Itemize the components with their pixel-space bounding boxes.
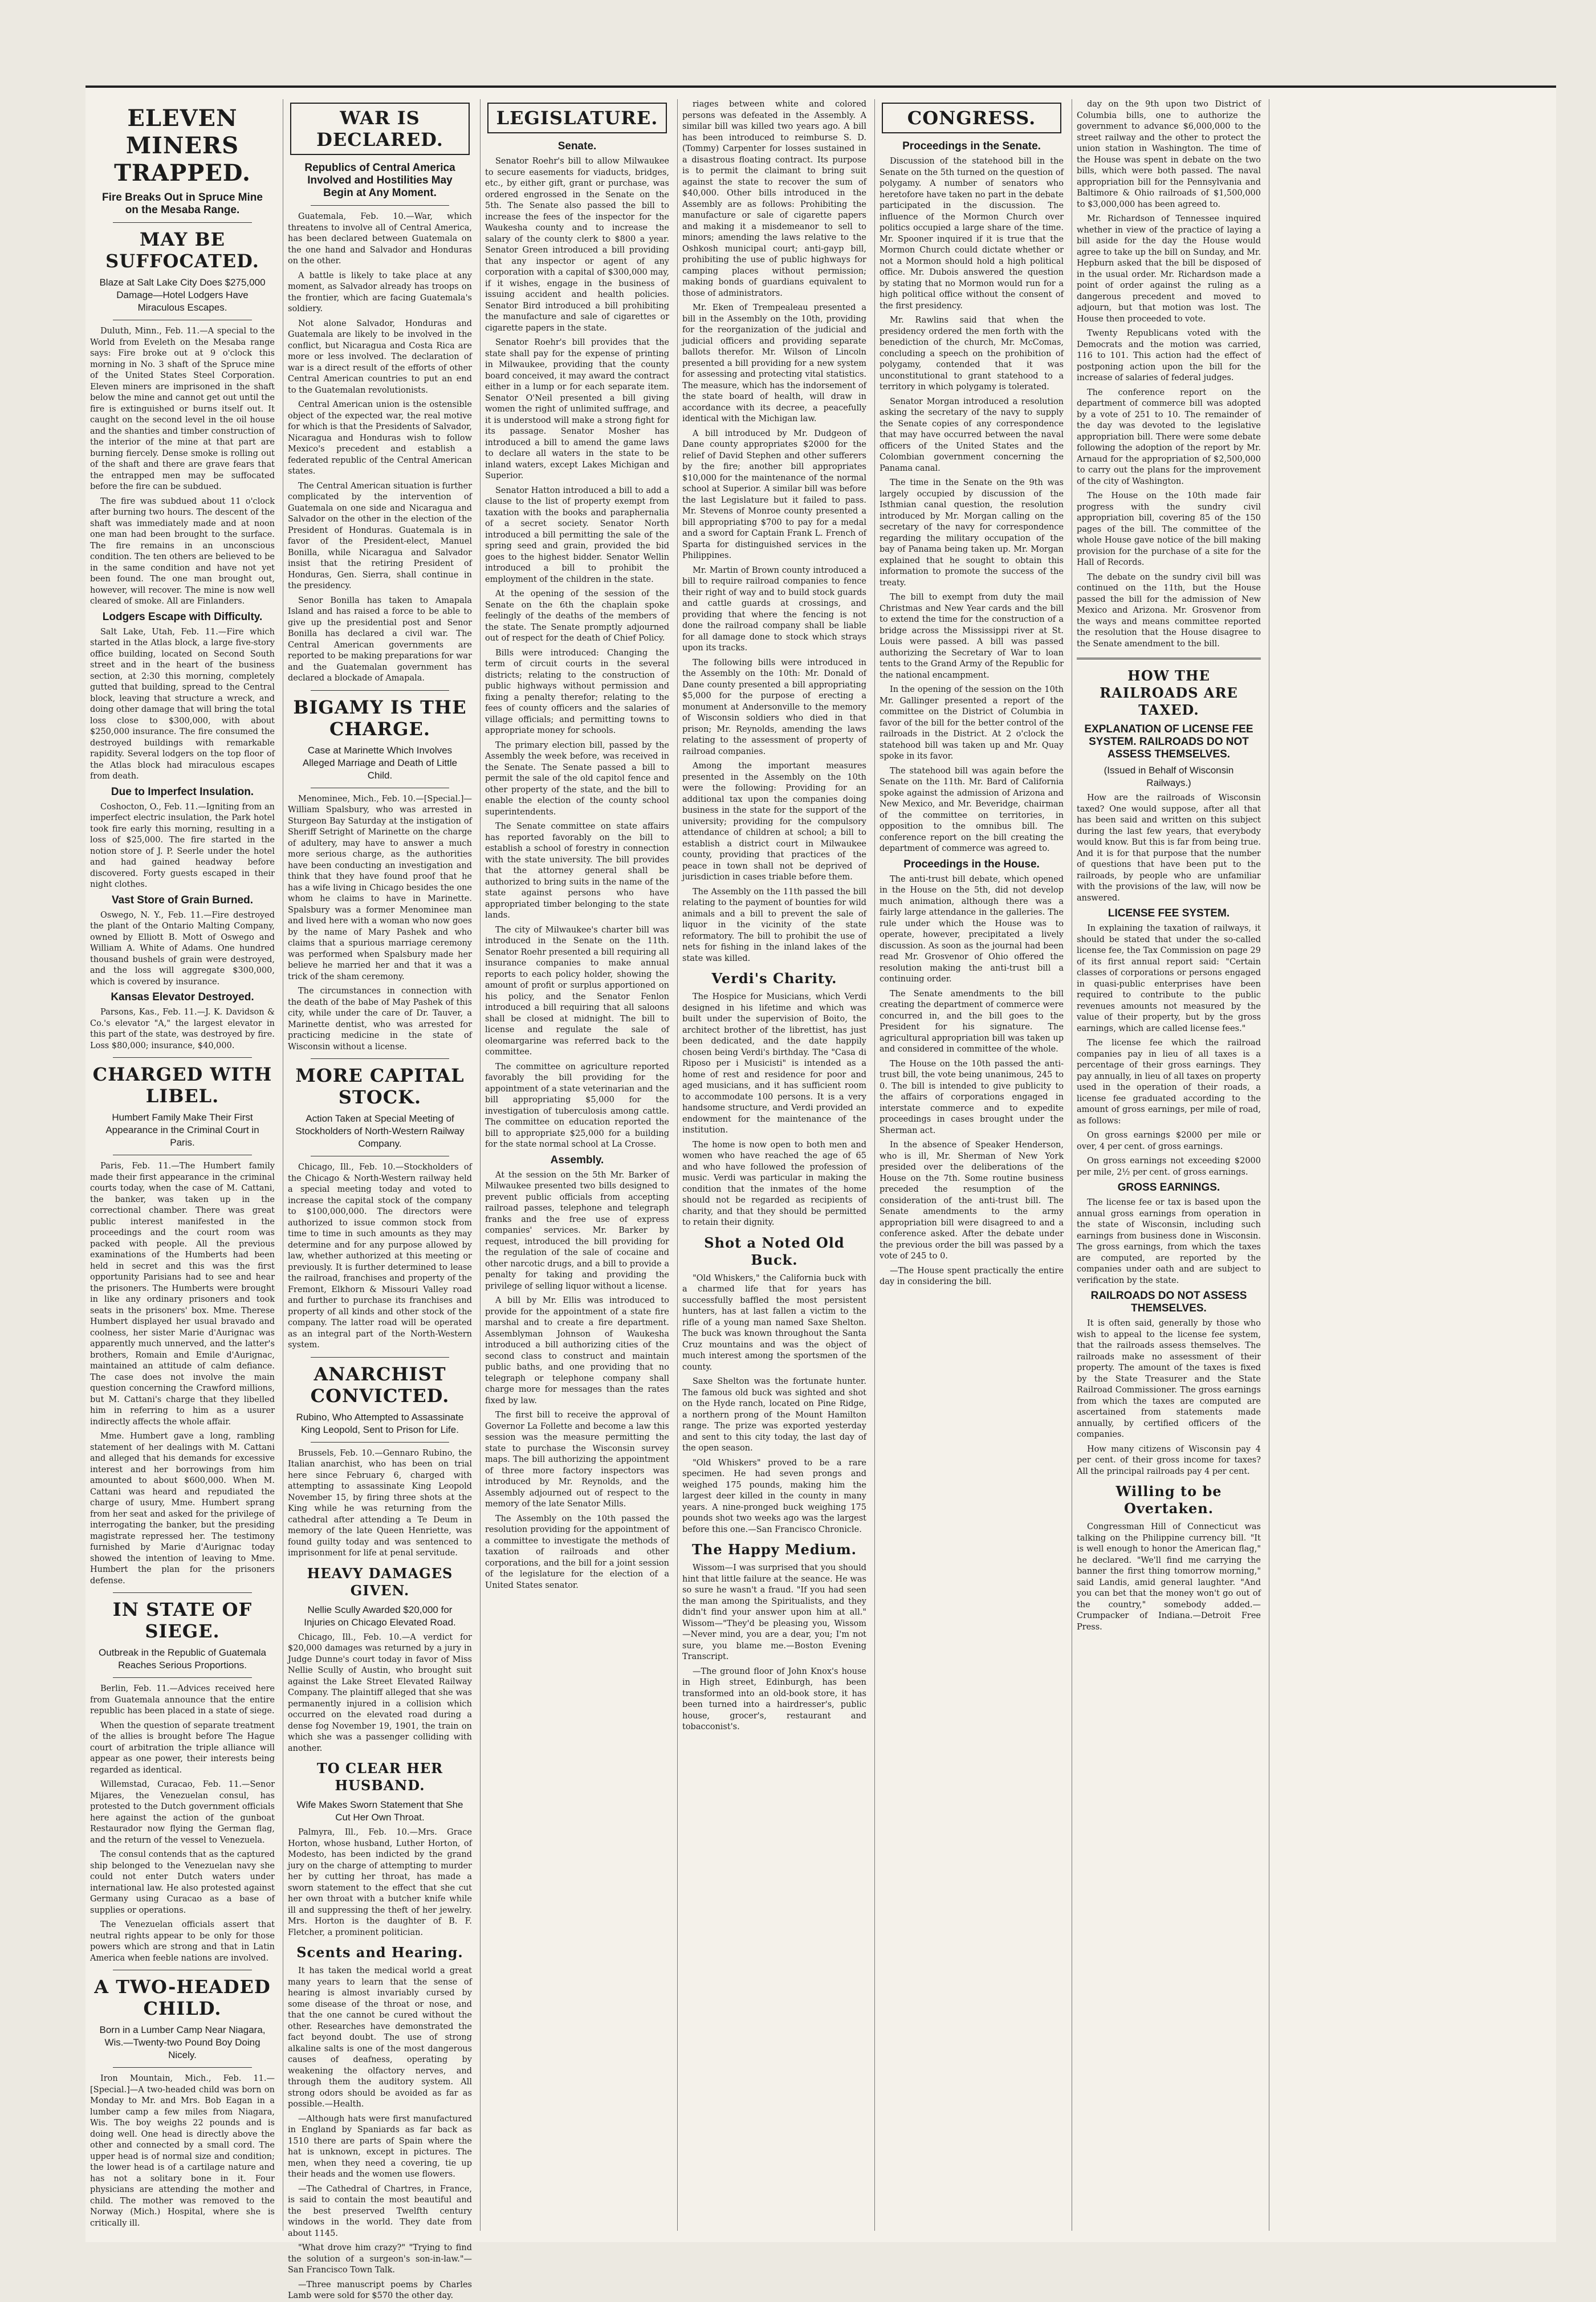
article-paragraph: The House on the 10th made fair progress with the sundry civil appropriation bill, covering 85 of the 150 pages of the bill. The committee of the whole House gave notice of the bill making provision for the purchase of a site for the Hall of Records. (1077, 491, 1261, 567)
subheadline: Assembly. (550, 1154, 604, 1166)
article-paragraph: The following bills were introduced in the Assembly on the 10th: Mr. Donald of Dane county presented a bill appropriating $5,000 for the purpose of erecting a monument at Andersonville to the memory of Wisconsin soldiers who died in that prison; Mr. Reynolds, amending the laws relating to the assessment of property of railroad companies. (682, 658, 866, 756)
article-paragraph: Mr. Rawlins said that when the presidency ordered the men forth with the benediction of the church, Mr. McComas, concluding a speech on the prohibition of polygamy, contended that it was unconstitutional to grant statehood to a territory in which polygamy is tolerated. (880, 316, 1064, 392)
headline: LEGISLATURE. (487, 103, 667, 133)
subheadline: Proceedings in the House. (903, 858, 1040, 870)
subheadline: Vast Store of Grain Burned. (111, 894, 254, 906)
article-paragraph: The city of Milwaukee's charter bill was introduced in the Senate on the 11th. Senator Roehr presented a bill requiring all insurance companies to make annual reports to each policy holder, showing the amount of profit or surplus apportioned on his policy, and the Senator Fenlon introduced a bill requiring that all saloons shall be closed at midnight. The bill to license and regulate the sale of oleomargarine was referred back to the committee. (485, 925, 669, 1057)
article-paragraph: Not alone Salvador, Honduras and Guatemala are likely to be involved in the conflict, but Nicaragua and Costa Rica are more or less involved. The declaration of war is a direct result of the efforts of other Central American countries to put an end to the Guatemalan revolutionists. (288, 319, 472, 395)
article-paragraph: riages between white and colored persons was defeated in the Assembly. A similar bill was killed two years ago. A bill has been introduced to reimburse S. D. (Tommy) Carpenter for losses sustained in a disastrous floating contract. Its purpose is to permit the claimant to bring suit against the state to recover the sum of $40,000. Other bills introduced in the Assembly are as follows: Prohibiting the manufacture or sale of cigarette papers and making it a misdemeanor to sell to minors; amending the laws relative to the Oshkosh municipal court; anti-gayp bill, prohibiting the use of public highways for camping places without permission; making bonds of guardians equivalent to those of administrators. (682, 100, 866, 298)
article-paragraph: Parsons, Kas., Feb. 11.—J. K. Davidson & Co.'s elevator "A," the largest elevator in this part of the state, was destroyed by fire. Loss $80,000; insurance, $40,000. (90, 1008, 275, 1050)
subheadline: EXPLANATION OF LICENSE FEE SYSTEM. RAILROADS DO NOT ASSESS THEMSELVES. (1084, 723, 1253, 760)
subheadline: Due to Imperfect Insulation. (111, 785, 254, 798)
subheadline: Outbreak in the Republic of Guatemala Reaches Serious Proportions. (99, 1647, 266, 1671)
article-paragraph: —Although hats were first manufactured in England by Spaniards as far back as 1510 there are parts of Spain where the hat is unknown, except in pictures. The men, when they need a covering, tie up their heads and the women use flowers. (288, 2114, 472, 2179)
article-paragraph: Mr. Eken of Trempealeau presented a bill in the Assembly on the 10th, providing for the reorganization of the judicial and judicial officers and providing separate ballots therefor. Mr. Wilson of Lincoln presented a bill providing for a new system for assessing and protecting vital statistics. The measure, which has the indorsement of the state board of health, will draw in accordance with its decree, a peacefully identical with the Michigan law. (682, 303, 866, 423)
article-paragraph: The time in the Senate on the 9th was largely occupied by discussion of the Isthmian canal question, the resolution introduced by Mr. Morgan calling on the secretary of the navy for correspondence regarding the military occupation of the bay of Panama being taken up. Mr. Morgan explained that he sought to obtain this information to promote the success of the treaty. (880, 478, 1064, 588)
article-paragraph: Paris, Feb. 11.—The Humbert family made their first appearance in the criminal courts today, when the case of M. Cattani, the banker, was taken up in the correctional chamber. There was great public interest manifested in the proceedings and the court room was packed with people. All the previous examinations of the Humberts had been held in secret and this was the first opportunity Parisians had to see and hear the prisoners. The Humberts were brought in like any ordinary prisoners and took seats in the prisoners' box. Mme. Therese Humbert displayed her usual bravado and coolness, her sister Marie d'Aurignac was apparently much unnerved, and the latter's brothers, Romain and Emile d'Aurignac, maintained an attitude of calm defiance. The case does not involve the main question concerning the Crawford millions, but M. Cattani's charge that they libelled him in referring to him as a usurer indirectly affects the whole affair. (90, 1162, 275, 1427)
headline: MAY BE SUFFOCATED. (105, 229, 259, 272)
article-paragraph: —The ground floor of John Knox's house in High street, Edinburgh, has been transformed into an old-book store, it has been turned into a hairdresser's, public house, grocer's, restaurant and tobacconist's. (682, 1667, 866, 1731)
article-paragraph: Guatemala, Feb. 10.—War, which threatens to involve all of Central America, has been declared between Guatemala on the one hand and Salvador and Honduras on the other. (288, 212, 472, 266)
article-paragraph: The committee on agriculture reported favorably the bill providing for the appointment of a state veterinarian and the bill appropriating $5,000 for the investigation of tuberculosis among cattle. The committee on education reported the bill to appropriate $25,000 for a building for the state normal school at La Crosse. (485, 1062, 669, 1149)
headline: CONGRESS. (882, 103, 1061, 133)
column-1 (85, 99, 279, 2231)
article-paragraph: "Old Whiskers" proved to be a rare specimen. He had seven prongs and weighed 175 pounds, making him the largest deer killed in the county in many years. A nine-pronged buck weighing 175 pounds shot two weeks ago was the largest before this one.—San Francisco Chronicle. (682, 1458, 866, 1534)
article-paragraph: Mr. Richardson of Tennessee inquired whether in view of the practice of laying a bill aside for the day the House would agree to take up the bill on Sunday, and Mr. Hepburn asked that the bill be disposed of in the usual order. Mr. Richardson made a point of order against the ruling as a dangerous precedent and moved to adjourn, but that motion was lost. The House then proceeded to vote. (1077, 214, 1261, 324)
headline: MORE CAPITAL STOCK. (295, 1065, 465, 1108)
article-paragraph: Willemstad, Curacao, Feb. 11.—Senor Mijares, the Venezuelan consul, has protested to the Dutch government officials here against the action of the gunboat Restaurador now flying the German flag, and the return of the vessel to Venezuela. (90, 1780, 275, 1845)
article-paragraph: It has taken the medical world a great many years to learn that the sense of hearing is almost invariably cursed by some disease of the throat or nose, and that the one cannot be cured without the other. Researches have demonstrated the fact beyond doubt. The use of strong alkaline salts is one of the most dangerous causes of deafness, operating by weakening the olfactory nerves, and through them the auditory system. All strong odors should be avoided as far as possible.—Health. (288, 1966, 472, 2109)
article-paragraph: Congressman Hill of Connecticut was talking on the Philippine currency bill. "It is well enough to honor the American flag," he declared. "We'll find me carrying the banner the first thing tomorrow morning," said Landis, amid general laughter. "And you can bet that the money won't go out of the country," somebody added.—Crumpacker of Indiana.—Detroit Free Press. (1077, 1522, 1261, 1632)
divider-rule (311, 205, 449, 206)
article-paragraph: The circumstances in connection with the death of the babe of May Pashek of this city, while under the care of Dr. Tauver, a Marinette dentist, who was arrested for practicing medicine in the state of Wisconsin without a license. (288, 987, 472, 1052)
article-paragraph: The Assembly on the 11th passed the bill relating to the payment of bounties for wild animals and a bill to prevent the sale of liquor in the vicinity of the state reformatory. The bill to prohibit the use of nets for fishing in the inland lakes of the state was killed. (682, 887, 866, 963)
subheadline: Kansas Elevator Destroyed. (111, 991, 254, 1003)
article-paragraph: In explaining the taxation of railways, it should be stated that under the so-called license fee, the Tax Commission on page 29 of its first annual report said: "Certain classes of corporations or persons engaged in quasi-public enterprises have been required to contribute to the public revenues amounts not measured by the value of their property, but by the gross earnings, which are called license fees." (1077, 924, 1261, 1033)
article-paragraph: —The Cathedral of Chartres, in France, is said to contain the most beautiful and the best preserved Twelfth century windows in the world. They date from about 1145. (288, 2184, 472, 2238)
article-paragraph: The Assembly on the 10th passed the resolution providing for the appointment of a committee to investigate the methods of taxation of railroads and other corporations, and the bill for a joint session of the legislature for the election of a United States senator. (485, 1514, 669, 1590)
article-paragraph: A bill introduced by Mr. Dudgeon of Dane county appropriates $2000 for the relief of David Stephen and other sufferers by the fire; another bill appropriates $10,000 for the maintenance of the normal school at Superior. A similar bill was before the last Legislature but it failed to pass. Mr. Stevens of Monroe county presented a bill appropriating $700 to pay for a medal and a sword for Captain Frank L. French of Sparta for distinguished services in the Philippines. (682, 429, 866, 560)
article-paragraph: Senator Roehr's bill provides that the state shall pay for the expense of printing in Milwaukee, providing that the county board conceived, it may award the contract either in a lump or for each separate item. Senator O'Neil presented a bill giving women the right of unlimited suffrage, and it is understood will make a strong fight for its passage. Senator Mosher has introduced a bill to amend the game laws to declare all waters in the state to be inland waters, except Lakes Michigan and Superior. (485, 338, 669, 480)
article-paragraph: Salt Lake, Utah, Feb. 11.—Fire which started in the Atlas block, a large five-story office building, located on Second South street and in the heart of the business section, at 2:30 this morning, completely gutted that building, spread to the Central block, leaving that structure a wreck, and doing other damage that will bring the total loss close to $300,000, with about $250,000 insurance. The fire consumed the destroyed buildings with remarkable rapidity. Several lodgers on the top floor of the Atlas block had miraculous escapes from death. (90, 627, 275, 781)
article-paragraph: A bill by Mr. Ellis was introduced to provide for the appointment of a state fire marshal and to create a fire department. Assemblyman Johnson of Waukesha introduced a bill authorizing cities of the second class to construct and maintain public baths, and one providing that no telegraph or telephone company shall charge more for messages than the rates fixed by law. (485, 1296, 669, 1405)
article-paragraph: Senator Hatton introduced a bill to add a clause to the list of property exempt from taxation with the books and paraphernalia of a secret society. Senator North introduced a bill permitting the sale of the spring seed and grain, provided the bid goes to the highest bidder. Senator Wellin introduced a bill to prohibit the employment of the children in the state. (485, 486, 669, 584)
article-paragraph: Iron Mountain, Mich., Feb. 11.—[Special.]—A two-headed child was born on Monday to Mr. and Mrs. Bob Eagan in a lumber camp a few miles from Niagara, Wis. The boy weighs 22 pounds and is doing well. One head is directly above the other and connected by a small cord. The upper head is of normal size and condition; the lower head is of a cartilage nature and has not a solitary bone in it. Four physicians are attending the mother and child. The mother was removed to the Norway (Mich.) Hospital, where she is critically ill. (90, 2074, 275, 2228)
article-paragraph: The home is now open to both men and women who have reached the age of 65 and who have followed the profession of music. Verdi was particular in making the condition that the inmates of the home should not be regarded as recipients of charity, and that they should be permitted to retain their dignity. (682, 1140, 866, 1227)
article-paragraph: Duluth, Minn., Feb. 11.—A special to the World from Eveleth on the Mesaba range says: Fire broke out at 9 o'clock this morning in No. 3 shaft of the Spruce mine of the United States Steel Corporation. Eleven miners are imprisoned in the shaft below the mine and cannot get out until the fire is extinguished or burns itself out. It caught on the second level in the oil house and the shanties and timber construction of the interior of the mine at that part are burning fiercely. Dense smoke is rolling out of the shaft and there are grave fears that the entrapped men may be suffocated before the fire can be subdued. (90, 327, 275, 491)
article-paragraph: At the session on the 5th Mr. Barker of Milwaukee presented two bills designed to prevent public officials from accepting railroad passes, telephone and telegraph franks and the free use of express companies' services. Mr. Barker by request, introduced the bill providing for the regulation of the sale of cocaine and other narcotic drugs, and a bill to provide a penalty for taking and providing the privilege of selling liquor without a license. (485, 1170, 669, 1291)
divider-rule (1077, 658, 1261, 659)
article-paragraph: A battle is likely to take place at any moment, as Salvador already has troops on the frontier, which are facing Guatemala's soldiery. (288, 271, 472, 313)
subheadline: Senate. (557, 140, 597, 152)
article-paragraph: The consul contends that as the captured ship belonged to the Venezuelan navy she could not enter Dutch waters under international law. He also protested against Germany using Curacao as a base of supplies or operations. (90, 1850, 275, 1915)
article-paragraph: The House on the 10th passed the anti-trust bill, the vote being unanimous, 245 to 0. The bill is intended to give publicity to the affairs of corporations engaged in interstate commerce and to expedite proceedings in cases brought under the Sherman act. (880, 1059, 1064, 1135)
subheadline: Case at Marinette Which Involves Alleged Marriage and Death of Little Child. (302, 744, 458, 781)
subheadline: Fire Breaks Out in Spruce Mine on the Mesaba Range. (102, 192, 263, 216)
article-paragraph: The Venezuelan officials assert that neutral rights appear to be only for those powers which are strong and that in Latin America when feeble nations are involved. (90, 1920, 275, 1963)
article-paragraph: The license fee or tax is based upon the annual gross earnings from operation in the state of Wisconsin, including such earnings from business done in Wisconsin. The gross earnings, from which the taxes are computed, are reported by the companies under oath and are subject to verification by the state. (1077, 1198, 1261, 1285)
column-2 (283, 99, 477, 2300)
divider-rule (113, 222, 252, 223)
article-paragraph: Chicago, Ill., Feb. 10.—A verdict for $20,000 damages was returned by a jury in Judge Dunne's court today in favor of Miss Nellie Scully of Austin, who brought suit against the Lake Street Elevated Railway Company. The plaintiff alleged that she was permanently injured in a collision which occurred on the elevated road during a dense fog November 19, 1901, the train on which she was a passenger colliding with another. (288, 1632, 472, 1753)
article-paragraph: The statehood bill was again before the Senate on the 11th. Mr. Bard of California spoke against the admission of Arizona and New Mexico, and Mr. Beveridge, chairman of the committee on territories, in opposition to the omnibus bill. The conference report on the bill creating the department of commerce was agreed to. (880, 766, 1064, 853)
headline: Willing to be Overtaken. (1115, 1483, 1222, 1517)
divider-rule (311, 1442, 449, 1443)
subheadline: Born in a Lumber Camp Near Niagara, Wis.—Twenty-two Pound Boy Doing Nicely. (99, 2024, 266, 2060)
subheadline: RAILROADS DO NOT ASSESS THEMSELVES. (1090, 1290, 1247, 1314)
divider-rule (113, 1592, 252, 1593)
article-paragraph: The bill to exempt from duty the mail Christmas and New Year cards and the bill to extend the time for the construction of a bridge across the Mississippi river at St. Louis were passed. A bill was passed authorizing the Secretary of War to loan tents to the Grand Army of the Republic for the national encampment. (880, 593, 1064, 680)
article-paragraph: Brussels, Feb. 10.—Gennaro Rubino, the Italian anarchist, who has been on trial here since February 6, charged with attempting to assassinate King Leopold November 15, by firing three shots at the King while he was returning from the cathedral after attending a Te Deum in memory of the late Queen Henriette, was found guilty today and was sentenced to imprisonment for life at penal servitude. (288, 1448, 472, 1558)
headline: CHARGED WITH LIBEL. (92, 1064, 272, 1107)
article-paragraph: The Hospice for Musicians, which Verdi designed in his lifetime and which was built under the supervision of Boito, the architect brother of the librettist, has just been dedicated, and the date happily chosen being Verdi's birthday. The "Casa di Riposo per i Musicisti" is intended as a home of rest and residence for poor and aged musicians, and it has sufficient room to accommodate 100 persons. It is a very handsome structure, and Verdi provided an endowment for the maintenance of the institution. (682, 992, 866, 1135)
article-paragraph: Discussion of the statehood bill in the Senate on the 5th turned on the question of polygamy. A number of senators who heretofore have taken no part in the debate participated in the discussion. The influence of the Mormon Church over politics occupied a large share of the time. Mr. Spooner inquired if it is true that the Mormon Church could dictate whether or not a Mormon should hold a high political office. Mr. Dubois answered the question by stating that no Mormon would run for a high political office without the consent of the first presidency. (880, 157, 1064, 311)
article-paragraph: Saxe Shelton was the fortunate hunter. The famous old buck was sighted and shot on the Hyde ranch, located on Pine Ridge, a northern prong of the Mount Hamilton range. The prize was exported yesterday and sent to this city today, the last day of the open season. (682, 1377, 866, 1453)
article-paragraph: When the question of separate treatment of the allies is brought before The Hague court of arbitration the triple alliance will appear as one power, their interests being regarded as identical. (90, 1721, 275, 1775)
headline: WAR IS DECLARED. (290, 103, 470, 155)
article-paragraph: Palmyra, Ill., Feb. 10.—Mrs. Grace Horton, whose husband, Luther Horton, of Modesto, has been indicted by the grand jury on the charge of attempting to murder her by cutting her throat, has made a sworn statement to the effect that she cut her own throat with a butcher knife while ill and suppressing the theft of her jewelry. Mrs. Horton is the daughter of B. F. Fletcher, a prominent politician. (288, 1828, 472, 1937)
article-paragraph: The Senate amendments to the bill creating the department of commerce were concurred in, and the bill goes to the President for his signature. The agricultural appropriation bill was taken up and considered in committee of the whole. (880, 989, 1064, 1054)
divider-rule (113, 1057, 252, 1058)
article-paragraph: The anti-trust bill debate, which opened in the House on the 5th, did not develop much animation, although there was a fairly large attendance in the galleries. The rule under which the House was to operate, however, precipitated a lively discussion. As soon as the journal had been read Mr. Grosvenor of Ohio offered the resolution making the anti-trust bill a continuing order. (880, 874, 1064, 984)
subheadline: Nellie Scully Awarded $20,000 for Injuries on Chicago Elevated Road. (304, 1604, 456, 1628)
article-paragraph: At the opening of the session of the Senate on the 6th the chaplain spoke feelingly of the deaths of the members of the state. The Senate promptly adjourned out of respect for the death of Chief Policy. (485, 589, 669, 643)
article-paragraph: The first bill to receive the approval of Governor La Follette and become a law this session was the measure permitting the state to purchase the Wisconsin survey maps. The bill authorizing the appointment of three more factory inspectors was introduced by Mr. Reynolds, and the Assembly adjourned out of respect to the memory of the late Senator Mills. (485, 1411, 669, 1509)
subheadline: Action Taken at Special Meeting of Stockholders of North-Western Railway Company. (295, 1113, 465, 1149)
subheadline: (Issued in Behalf of Wisconsin Railways.) (1104, 765, 1234, 788)
article-paragraph: The license fee which the railroad companies pay in lieu of all taxes is a percentage of their gross earnings. They pay annually, in lieu of all taxes on property used in the operation of their roads, a license fee graduated according to the amount of gross earnings, per mile of road, as follows: (1077, 1038, 1261, 1126)
headline: A TWO-HEADED CHILD. (94, 1976, 271, 2019)
headline: The Happy Medium. (692, 1541, 857, 1558)
headline: Shot a Noted Old Buck. (704, 1234, 845, 1268)
article-paragraph: Chicago, Ill., Feb. 10.—Stockholders of the Chicago & North-Western railway held a special meeting today and voted to increase the capital stock of the company to $100,000,000. The directors were authorized to issue common stock from time to time in such amounts as they may determine and for any purpose allowed by law, whether authorized at this meeting or previously. It is further determined to lease the railroad, franchises and property of the Fremont, Elkhorn & Missouri Valley road and further to purchase its franchises and property of all kinds and other stock of the company. The latter road will be operated as an integral part of the North-Western system. (288, 1163, 472, 1350)
article-paragraph: Coshocton, O., Feb. 11.—Igniting from an imperfect electric insulation, the Park hotel took fire early this morning, resulting in a loss of $25,000. The fire started in the notion store of J. P. Seerle under the hotel and had gained headway before discovered. Forty guests escaped in their night clothes. (90, 802, 275, 889)
subheadline: Humbert Family Make Their First Appearance in the Criminal Court in Paris. (105, 1112, 259, 1148)
subheadline: GROSS EARNINGS. (1117, 1181, 1220, 1193)
divider-rule (113, 2067, 252, 2068)
article-paragraph: The conference report on the department of commerce bill was adopted by a vote of 251 to 10. The remainder of the day was devoted to the legislative appropriation bill. There were some debate following the adoption of the report by Mr. Arnaud for the appropriation of $2,500,000 to carry out the plans for the improvement of the city of Washington. (1077, 388, 1261, 486)
headline: ANARCHIST CONVICTED. (310, 1363, 450, 1407)
column-5 (874, 99, 1068, 2231)
article-paragraph: Twenty Republicans voted with the Democrats and the motion was carried, 116 to 101. This action had the effect of postponing action upon the bill for the increase of salaries of federal judges. (1077, 329, 1261, 382)
column-6 (1072, 99, 1265, 2231)
subheadline: Proceedings in the Senate. (902, 140, 1041, 152)
column-7 (1269, 99, 1554, 2231)
article-paragraph: On gross earnings $2000 per mile or over, 4 per cent. of gross earnings. (1077, 1131, 1261, 1151)
article-paragraph: Oswego, N. Y., Feb. 11.—Fire destroyed the plant of the Ontario Malting Company, owned by Elliott B. Mott of Oswego and William A. White of Adams. One hundred thousand bushels of grain were destroyed, and the loss will aggregate $300,000, which is covered by insurance. (90, 910, 275, 987)
article-paragraph: The Central American situation is further complicated by the intervention of Guatemala on one side and Nicaragua and Salvador on the other in the election of the President of Honduras. Guatemala is in favor of the President-elect, Manuel Bonilla, while Nicaragua and Salvador insist that the retiring President of Honduras, Gen. Sierra, shall continue in the presidency. (288, 481, 472, 590)
headline: Verdi's Charity. (711, 970, 837, 987)
article-paragraph: "What drove him crazy?" "Trying to find the solution of a surgeon's son-in-law."—San Francisco Town Talk. (288, 2243, 472, 2275)
article-paragraph: Senor Bonilla has taken to Amapala Island and has raised a force to be able to give up the presidential post and Senor Bonilla has declared a civil war. The Central American governments are reported to be making preparations for war and the Guatemalan government has declared a blockade of Amapala. (288, 596, 472, 683)
article-paragraph: "Old Whiskers," the California buck with a charmed life that for years has successfully baffled the most persistent hunters, has at last fallen a victim to the rifle of a young man named Saxe Shelton. The buck was known throughout the Santa Cruz mountains and was the object of much interest among the sportsmen of the county. (682, 1273, 866, 1372)
subheadline: Blaze at Salt Lake City Does $275,000 Damage—Hotel Lodgers Have Miraculous Escapes. (99, 277, 266, 313)
divider-rule (311, 690, 449, 691)
newspaper-page (85, 85, 1556, 2300)
article-paragraph: day on the 9th upon two District of Columbia bills, one to authorize the government to advance $6,000,000 to the street railway and the other to protect the union station in Washington. The time of the House was spent in debate on the two bills, which were both passed. The naval appropriation bill for the Pennsylvania and Baltimore & Ohio railroads of $1,500,000 to $3,000,000 has been agreed to. (1077, 100, 1261, 209)
divider-rule (113, 1677, 252, 1678)
article-paragraph: Mme. Humbert gave a long, rambling statement of her dealings with M. Cattani and alleged that his demands for excessive interest and her borrowings from him amounted to about $600,000. When M. Cattani was heard and repudiated the charge of usury, Mme. Humbert sprang from her seat and asked for the privilege of interrogating the banker, but the presiding magistrate repressed her. The testimony furnished by Marie d'Aurignac today showed the intention of leaving to Mme. Humbert the plan for the prisoners defense. (90, 1432, 275, 1586)
article-paragraph: Wissom—I was surprised that you should hint that little failure at the seance. He was so sure he wasn't a fraud. "If you had seen the man among the Spiritualists, and they didn't find your answer upon him at all." Wissom—"They'd be pleasing you, Wissom—Never mind, you are a dear, you; I'm not sure, you blame me.—Boston Evening Transcript. (682, 1563, 866, 1661)
column-3 (480, 99, 674, 2231)
headline: HOW THE RAILROADS ARE TAXED. (1100, 667, 1238, 718)
article-paragraph: On gross earnings not exceeding $2000 per mile, 2½ per cent. of gross earnings. (1077, 1156, 1261, 1177)
article-paragraph: How are the railroads of Wisconsin taxed? One would suppose, after all that has been said and written on this subject during the last few years, that everybody would know. But this is far from being true. And it is for that purpose that the number of questions that have been put to the railroads, by people who are unfamiliar with the provisions of the law, will now be answered. (1077, 793, 1261, 903)
headline: Scents and Hearing. (296, 1944, 463, 1961)
divider-rule (311, 1058, 449, 1059)
subheadline: Lodgers Escape with Difficulty. (102, 610, 263, 623)
headline: HEAVY DAMAGES GIVEN. (307, 1564, 453, 1599)
subheadline: LICENSE FEE SYSTEM. (1108, 907, 1230, 919)
article-paragraph: In the opening of the session on the 10th Mr. Gallinger presented a report of the committee on the District of Columbia in favor of the bill for the better control of the railroads in the District. At 2 o'clock the statehood bill was taken up and Mr. Quay spoke in its favor. (880, 685, 1064, 761)
headline: IN STATE OF SIEGE. (112, 1599, 253, 1642)
article-paragraph: Senator Morgan introduced a resolution asking the secretary of the navy to supply the Senate copies of any correspondence that may have occurred between the naval officers of the United States and the Colombian government concerning the Panama canal. (880, 397, 1064, 473)
article-paragraph: The Senate committee on state affairs has reported favorably on the bill to establish a school of forestry in connection with the state university. The bill provides that the attorney general shall be authorized to bring suits in the name of the state against persons who have appropriated timber belonging to the state lands. (485, 822, 669, 920)
article-paragraph: Mr. Martin of Brown county introduced a bill to require railroad companies to fence their right of way and to build stock guards and cattle guards at crossings, and providing that where the fencing is not done the railroad company shall be liable for all damage done to stock which strays upon its tracks. (682, 565, 866, 653)
article-paragraph: Bills were introduced: Changing the term of circuit courts in the several districts; relating to the construction of public highways without permission and fixing a penalty therefor; relating to the fees of county officers and the salaries of village officials; and permitting towns to appropriate money for schools. (485, 648, 669, 735)
article-paragraph: Berlin, Feb. 11.—Advices received here from Guatemala announce that the entire republic has been placed in a state of siege. (90, 1684, 275, 1716)
subheadline: Rubino, Who Attempted to Assassinate King Leopold, Sent to Prison for Life. (296, 1411, 464, 1435)
article-paragraph: Menominee, Mich., Feb. 10.—[Special.]—William Spalsbury, who was arrested in Sturgeon Bay Saturday at the instigation of Sheriff Setright of Marinette on the charge of adultery, may have to answer a much more serious charge, as the authorities have been conducting an investigation and think that they have found proof that he has a wife living in Chicago besides the one whom he claims to have in Marinette. Spalsbury was a former Menominee man and lived here with a woman who now goes by the name of Mary Pashek and who claims that a spurious marriage ceremony was performed when Spalsbury made her believe he married her and that it was a trick of the sham ceremony. (288, 794, 472, 981)
article-paragraph: —Three manuscript poems by Charles Lamb were sold for $570 the other day. (288, 2280, 472, 2300)
column-4 (677, 99, 871, 2231)
headline: TO CLEAR HER HUSBAND. (316, 1760, 443, 1794)
divider-rule (311, 1357, 449, 1358)
article-paragraph: Among the important measures presented in the Assembly on the 10th were the following: Providing for an additional tax upon the companies doing business in the state for the support of the university; providing for the compulsory attendance of children at school; a bill to establish a district court in Milwaukee county, providing that practices of the peace in town shall not be deprived of jurisdiction in cases triable before them. (682, 761, 866, 882)
article-paragraph: The debate on the sundry civil bill was continued on the 11th, but the House passed the bill for the admission of New Mexico and Arizona. Mr. Grosvenor from the ways and means committee reported the resolution that the House disagree to the Senate amendment to the bill. (1077, 572, 1261, 649)
headline: ELEVEN MINERS TRAPPED. (114, 105, 251, 186)
article-paragraph: The primary election bill, passed by the Assembly the week before, was received in the Senate. The Senate passed a bill to permit the sale of the old capitol fence and other property of the state, and the bill to enable the election of the county school superintendents. (485, 740, 669, 817)
article-paragraph: The fire was subdued about 11 o'clock after burning two hours. The descent of the shaft was immediately made and at noon one man had been brought to the surface. The fire remains in an unconscious condition. The ten others are believed to be in the same condition and have not yet been found. The one man brought out, however, will recover. The mine is now well cleared of smoke. All are Finlanders. (90, 496, 275, 606)
article-paragraph: In the absence of Speaker Henderson, who is ill, Mr. Sherman of New York presided over the deliberations of the House on the 7th. Some routine business preceded the resumption of the consideration of the anti-trust bill. The Senate amendments to the army appropriation bill were disagreed to and a conference asked. After the debate under the previous order the bill was passed by a vote of 245 to 0. (880, 1140, 1064, 1261)
subheadline: Republics of Central America Involved and Hostilities May Begin at Any Moment. (304, 162, 455, 199)
article-paragraph: —The House spent practically the entire day in considering the bill. (880, 1266, 1064, 1286)
headline: BIGAMY IS THE CHARGE. (293, 696, 467, 740)
subheadline: Wife Makes Sworn Statement that She Cut Her Own Throat. (296, 1799, 463, 1823)
article-paragraph: It is often said, generally by those who wish to appeal to the license fee system, that the railroads assess themselves. The railroads make no assessment of their property. The amount of the taxes is fixed by the State Treasurer and the State Railroad Commissioner. The gross earnings from which the taxes are computed are ascertained from statements made annually, by certified officers of the companies. (1077, 1319, 1261, 1439)
article-paragraph: Senator Roehr's bill to allow Milwaukee to secure easements for viaducts, bridges, etc., by either gift, grant or purchase, was ordered engrossed in the Senate on the 5th. The Senate also passed the bill to increase the fees of the inspector for the Waukesha county and to increase the salary of the county clerk to $800 a year. Senator Green introduced a bill providing that any inspector or agent of any corporation with a capital of $300,000 may, if it wishes, engage in the business of issuing accident and health policies. Senator Bird introduced a bill prohibiting the manufacture and sale of cigarettes or cigarette papers in the state. (485, 157, 669, 333)
article-paragraph: How many citizens of Wisconsin pay 4 per cent. of their gross income for taxes? All the principal railroads pay 4 per cent. (1077, 1444, 1261, 1476)
article-paragraph: Central American union is the ostensible object of the expected war, the real motive for which is that the Presidents of Salvador, Nicaragua and Honduras wish to follow Mexico's precedent and establish a federated republic of the Central American states. (288, 400, 472, 476)
